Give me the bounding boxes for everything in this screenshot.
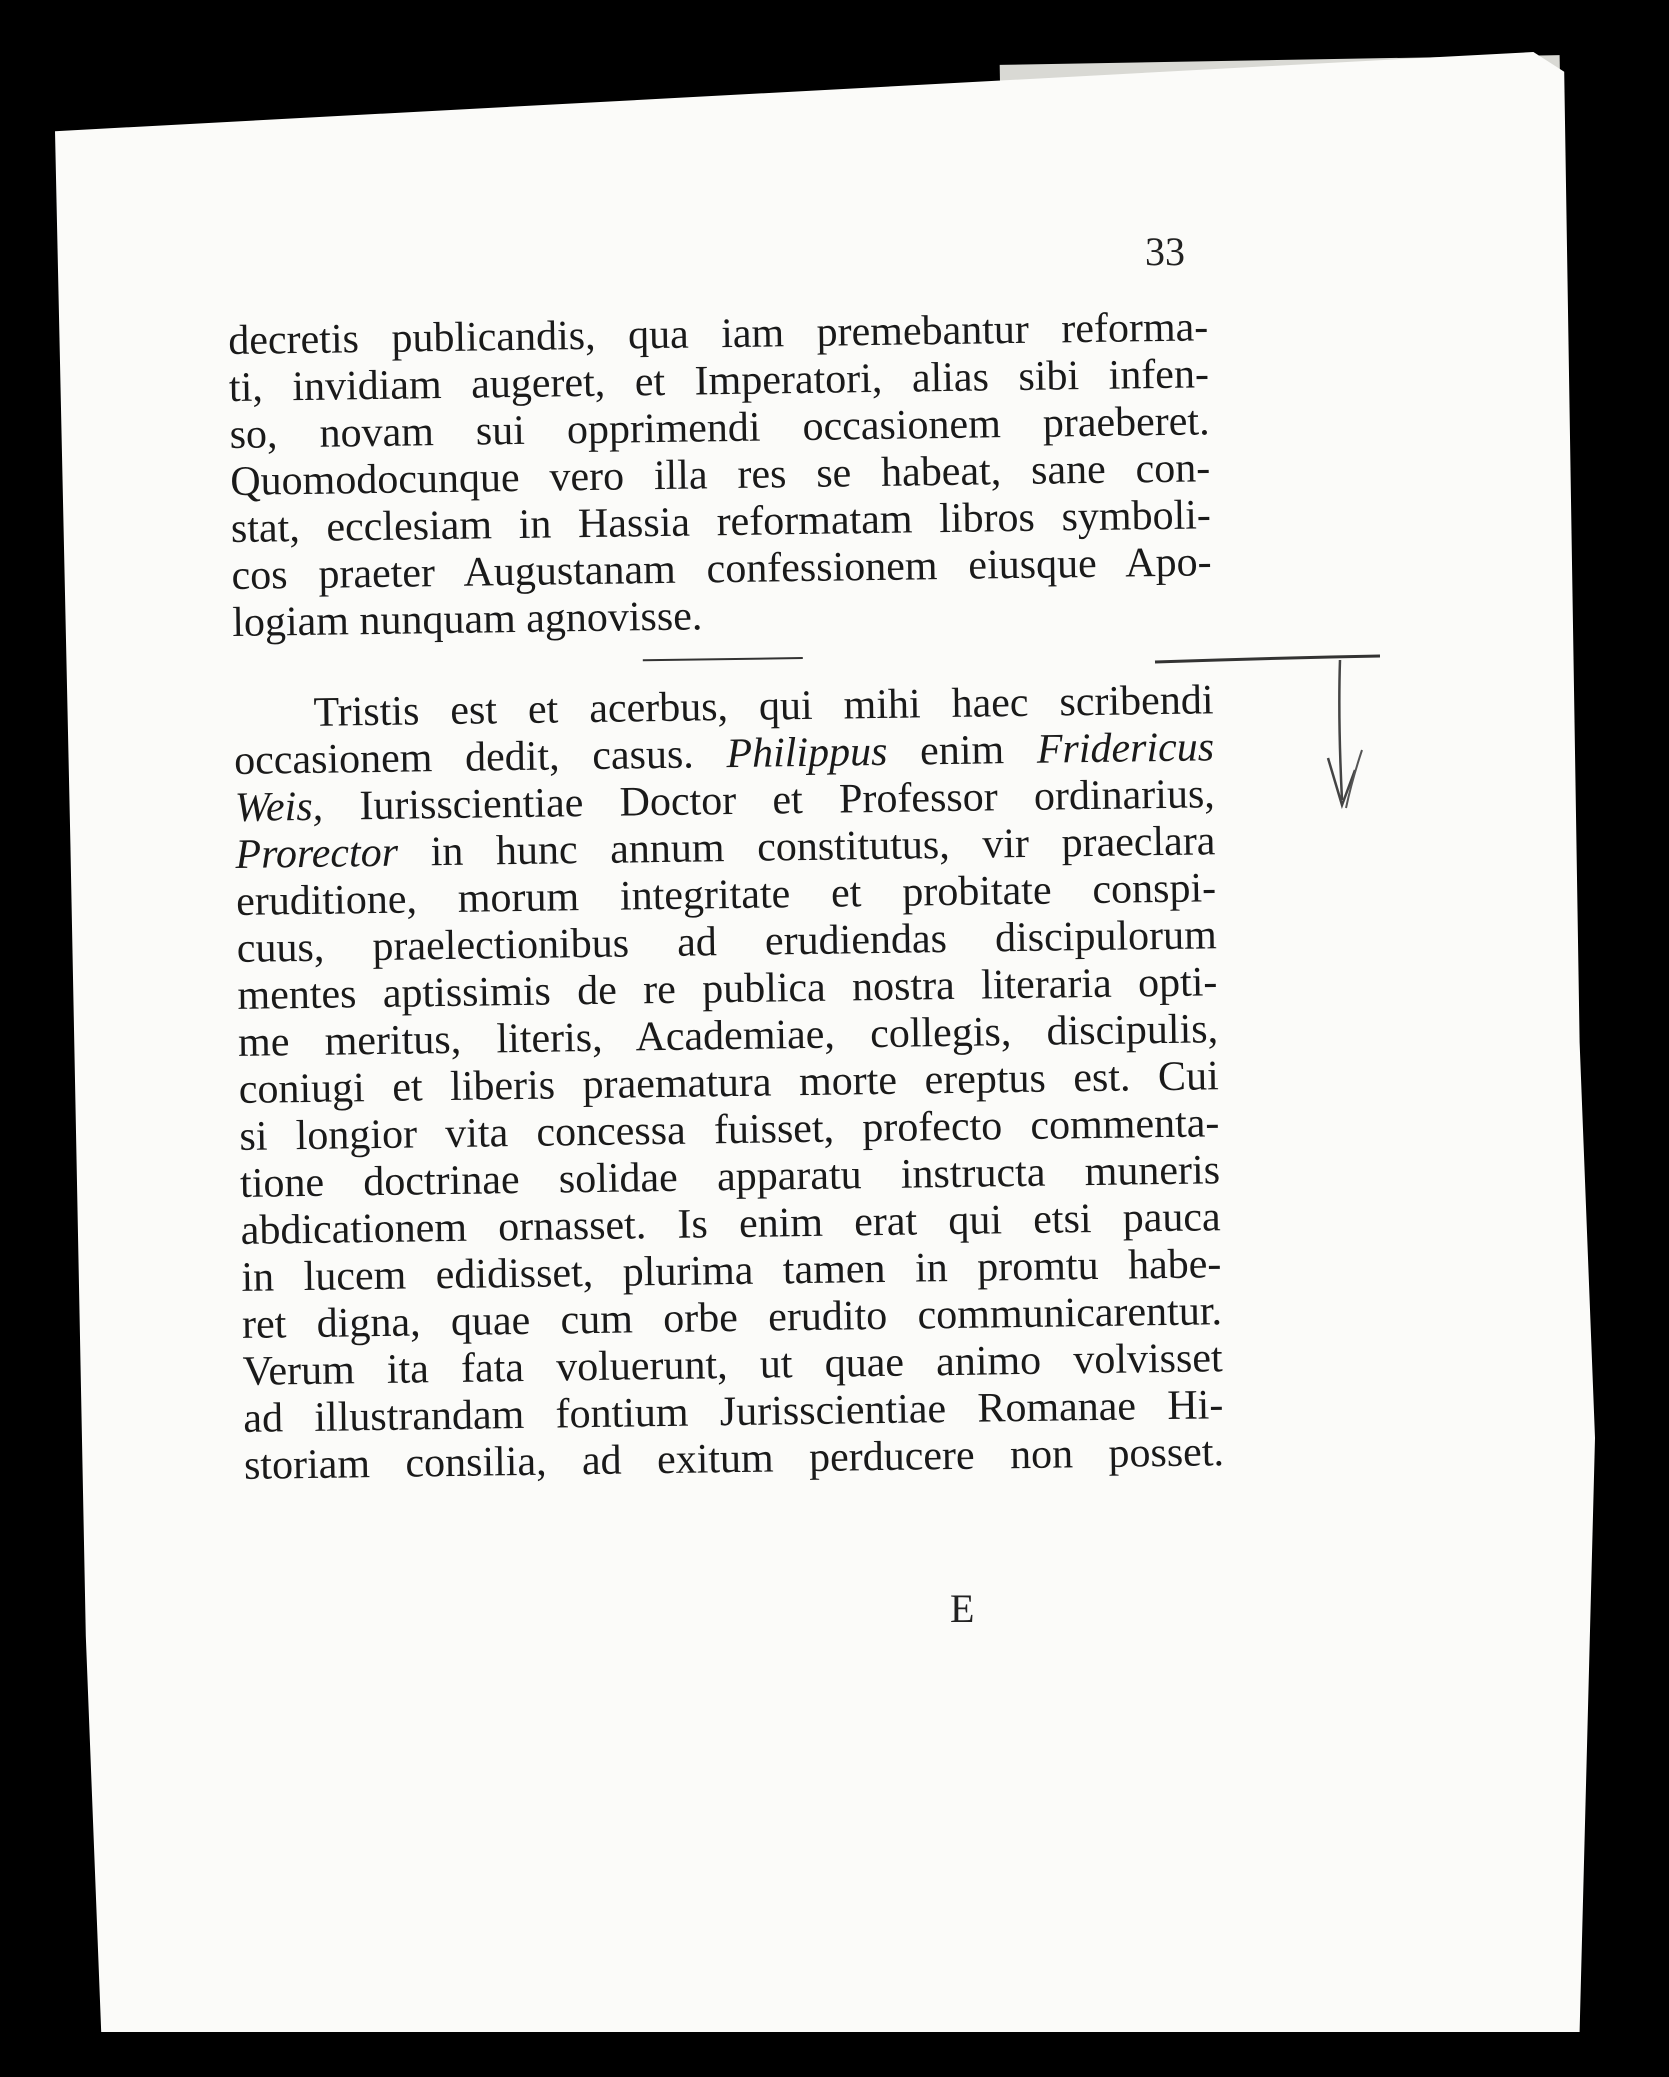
text-line: decretis publicandis, qua iam premebantur reforma- (228, 304, 1209, 364)
text-run: Iurisscientiae Doctor et Professor ordinarius, (322, 771, 1216, 830)
text-run: enim (887, 726, 1038, 775)
text-run: in hunc annum constitutus, vir praeclara (397, 818, 1216, 876)
page-text (228, 304, 1224, 1490)
text-line: cuus, praelectionibus ad erudiendas discipulorum (236, 912, 1218, 972)
text-line: storiam consilia, ad exitum perducere non posset. (243, 1429, 1225, 1489)
page-number: 33 (1145, 229, 1185, 274)
text-line: in lucem edidisset, plurima tamen in promtu habe- (241, 1241, 1222, 1301)
italic-title: Prorector (235, 829, 399, 878)
text-line: Tristis est et acerbus, qui mihi haec scribendi (313, 677, 1214, 736)
text-line: stat, ecclesiam in Hassia reformatam libros symboli- (230, 492, 1212, 552)
italic-name: Philippus (726, 728, 888, 778)
text-line: abdicationem ornasset. Is enim erat qui etsi pauca (240, 1194, 1221, 1254)
text-line: me meritus, literis, Academiae, collegis, discipulis, (237, 1006, 1219, 1066)
signature-mark: E (950, 1586, 975, 1631)
section-divider (643, 657, 803, 661)
italic-name: Fridericus (1036, 724, 1215, 773)
text-run: occasionem dedit, casus. (233, 731, 727, 784)
text-line: si longior vita concessa fuisset, profecto commenta- (239, 1100, 1220, 1160)
text-line: eruditione, morum integritate et probitate conspi- (235, 865, 1217, 925)
text-line: logiam nunquam agnovisse. (231, 593, 703, 646)
text-line: ti, invidiam augeret, et Imperatori, alias sibi infen- (228, 351, 1210, 411)
text-line: mentes aptissimis de re publica nostra literaria opti- (237, 959, 1218, 1019)
text-line: Quomodocunque vero illa res se habeat, sane con- (229, 445, 1211, 505)
text-line: cos praeter Augustanam confessionem eiusque Apo- (231, 539, 1212, 599)
text-line: Verum ita fata voluerunt, ut quae animo volvisset (242, 1335, 1223, 1395)
text-line: ad illustrandam fontium Jurisscientiae Romanae Hi- (243, 1382, 1224, 1442)
text-line: ret digna, quae cum orbe erudito communicarentur. (241, 1288, 1223, 1348)
text-line: so, novam sui opprimendi occasionem praeberet. (229, 398, 1210, 458)
pencil-arrow-mark (1140, 640, 1400, 830)
text-line: tione doctrinae solidae apparatu instructa muneris (239, 1147, 1221, 1207)
italic-name: Weis, (234, 783, 324, 831)
text-line: coniugi et liberis praematura morte ereptus est. Cui (238, 1053, 1220, 1113)
